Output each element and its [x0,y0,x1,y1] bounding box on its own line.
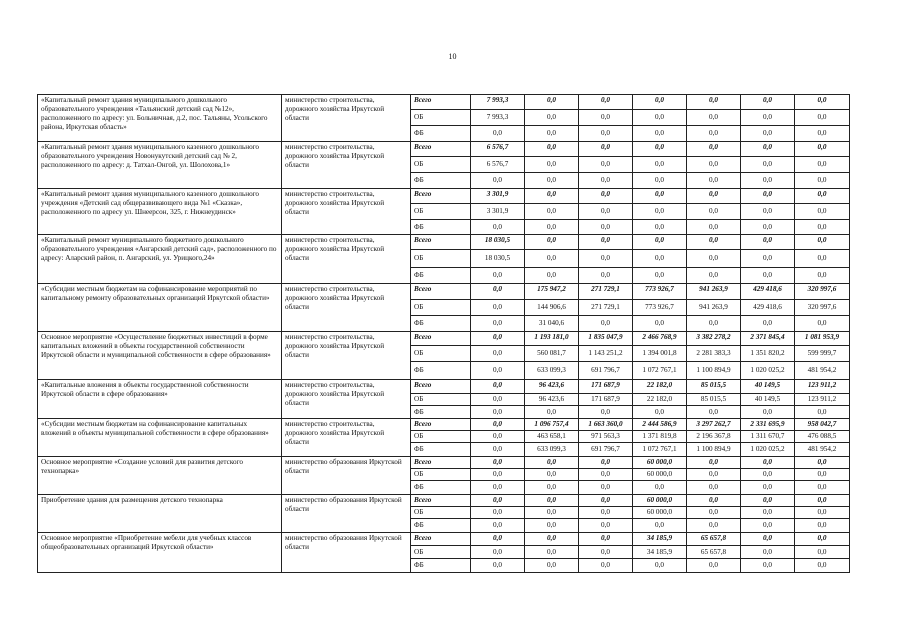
amount-cell: 633 099,3 [525,443,579,457]
table-row [38,457,850,469]
amount-cell: 476 088,5 [795,431,850,443]
funding-source: Всего [411,380,471,394]
amount-cell: 2 371 845,4 [741,332,795,346]
amount-cell: 0,0 [525,457,579,469]
amount-cell: 481 954,2 [795,362,850,380]
executor: министерство строительства, дорожного хозяйства Иркутской области [282,95,411,142]
amount-cell: 3 297 262,7 [687,419,741,431]
amount-cell: 0,0 [687,559,741,573]
amount-cell: 1 663 360,0 [579,419,633,431]
amount-cell: 0,0 [525,519,579,533]
amount-cell: 0,0 [579,495,633,507]
funding-source: ОБ [411,250,471,268]
amount-cell: 481 954,2 [795,443,850,457]
amount-cell: 1 835 047,9 [579,332,633,346]
amount-cell: 0,0 [633,95,687,110]
amount-cell: 3 382 278,2 [687,332,741,346]
amount-cell: 633 099,3 [525,362,579,380]
amount-cell: 1 081 953,9 [795,332,850,346]
amount-cell: 0,0 [633,173,687,189]
amount-cell: 1 394 001,8 [633,346,687,362]
amount-cell: 0,0 [579,533,633,546]
funding-source: ФБ [411,316,471,332]
amount-cell: 0,0 [471,559,525,573]
amount-cell: 2 466 768,9 [633,332,687,346]
amount-cell: 0,0 [525,533,579,546]
amount-cell: 0,0 [471,126,525,142]
amount-cell: 7 993,3 [471,110,525,126]
funding-source: Всего [411,284,471,300]
funding-source: ФБ [411,220,471,235]
amount-cell: 0,0 [471,533,525,546]
amount-cell: 0,0 [579,220,633,235]
funding-source: ФБ [411,559,471,573]
amount-cell: 0,0 [471,495,525,507]
amount-cell: 0,0 [579,157,633,173]
amount-cell: 18 030,5 [471,235,525,250]
amount-cell: 144 906,6 [525,300,579,316]
funding-source: Всего [411,495,471,507]
funding-source: ФБ [411,406,471,419]
amount-cell: 0,0 [795,546,850,559]
amount-cell: 0,0 [579,519,633,533]
amount-cell: 0,0 [525,189,579,204]
amount-cell: 40 149,5 [741,394,795,406]
amount-cell: 0,0 [687,507,741,519]
amount-cell: 0,0 [579,559,633,573]
amount-cell: 0,0 [687,126,741,142]
amount-cell: 60 000,0 [633,469,687,481]
amount-cell: 0,0 [633,250,687,268]
amount-cell: 0,0 [525,268,579,284]
amount-cell: 0,0 [471,419,525,431]
amount-cell: 1 072 767,1 [633,362,687,380]
amount-cell: 0,0 [471,268,525,284]
amount-cell: 0,0 [525,204,579,220]
table-row [38,235,850,250]
amount-cell: 0,0 [741,110,795,126]
amount-cell: 691 796,7 [579,362,633,380]
amount-cell: 1 020 025,2 [741,443,795,457]
budget-table [37,94,850,573]
amount-cell: 0,0 [687,95,741,110]
amount-cell: 0,0 [471,481,525,495]
amount-cell: 34 185,9 [633,533,687,546]
amount-cell: 0,0 [633,406,687,419]
amount-cell: 0,0 [525,220,579,235]
amount-cell: 0,0 [795,157,850,173]
amount-cell: 123 911,2 [795,380,850,394]
table-row [38,284,850,300]
amount-cell: 0,0 [633,220,687,235]
funding-source: ОБ [411,394,471,406]
amount-cell: 0,0 [633,110,687,126]
amount-cell: 0,0 [687,250,741,268]
amount-cell: 0,0 [633,268,687,284]
amount-cell: 0,0 [741,519,795,533]
funding-source: Всего [411,95,471,110]
amount-cell: 0,0 [471,457,525,469]
amount-cell: 429 418,6 [741,284,795,300]
amount-cell: 0,0 [741,220,795,235]
amount-cell: 599 999,7 [795,346,850,362]
amount-cell: 463 658,1 [525,431,579,443]
executor: министерство строительства, дорожного хозяйства Иркутской области [282,284,411,332]
amount-cell: 0,0 [741,126,795,142]
activity-name: Приобретение здания для размещения детского технопарка [38,495,282,533]
activity-name: «Капитальный ремонт здания муниципального казенного дошкольного образовательного учреждения Новонукутский детский сад № 2, расположенного по адресу: д. Татхал-Онгой, ул. Шолохова,1» [38,142,282,189]
amount-cell: 0,0 [471,362,525,380]
amount-cell: 0,0 [687,110,741,126]
amount-cell: 0,0 [687,406,741,419]
amount-cell: 2 444 586,9 [633,419,687,431]
amount-cell: 171 687,9 [579,394,633,406]
amount-cell: 0,0 [471,173,525,189]
amount-cell: 0,0 [471,507,525,519]
amount-cell: 0,0 [525,481,579,495]
amount-cell: 958 042,7 [795,419,850,431]
amount-cell: 0,0 [471,380,525,394]
amount-cell: 0,0 [687,469,741,481]
table-row [38,419,850,431]
amount-cell: 0,0 [795,204,850,220]
amount-cell: 0,0 [741,559,795,573]
table-row [38,95,850,110]
funding-source: ОБ [411,204,471,220]
amount-cell: 0,0 [471,443,525,457]
amount-cell: 3 301,9 [471,204,525,220]
executor: министерство строительства, дорожного хозяйства Иркутской области [282,235,411,284]
funding-source: Всего [411,235,471,250]
funding-source: ФБ [411,481,471,495]
funding-source: Всего [411,142,471,157]
amount-cell: 34 185,9 [633,546,687,559]
amount-cell: 0,0 [741,189,795,204]
amount-cell: 0,0 [795,495,850,507]
amount-cell: 0,0 [525,110,579,126]
table-row [38,142,850,157]
amount-cell: 0,0 [579,406,633,419]
amount-cell: 560 081,7 [525,346,579,362]
amount-cell: 0,0 [471,332,525,346]
activity-name: Основное мероприятие «Создание условий для развития детского технопарка» [38,457,282,495]
amount-cell: 0,0 [795,469,850,481]
amount-cell: 0,0 [741,457,795,469]
amount-cell: 0,0 [633,559,687,573]
funding-source: ФБ [411,126,471,142]
amount-cell: 0,0 [579,268,633,284]
funding-source: ОБ [411,110,471,126]
amount-cell: 2 281 383,3 [687,346,741,362]
amount-cell: 0,0 [633,189,687,204]
activity-name: «Капитальный ремонт здания муниципального казенного дошкольного учреждения «Детский сад общеразвивающего вида №1 «Сказка», расположенного по адресу ул. Шнеерсон, 325, г. Нижнеудинск» [38,189,282,235]
amount-cell: 96 423,6 [525,394,579,406]
amount-cell: 0,0 [633,519,687,533]
activity-name: Основное мероприятие «Приобретение мебели для учебных классов общеобразовательных организаций Иркутской области» [38,533,282,573]
amount-cell: 0,0 [525,250,579,268]
activity-name: «Капитальные вложения в объекты государственной собственности Иркутской области в сфере образования» [38,380,282,419]
amount-cell: 0,0 [795,250,850,268]
executor: министерство строительства, дорожного хозяйства Иркутской области [282,189,411,235]
amount-cell: 0,0 [525,142,579,157]
funding-source: Всего [411,419,471,431]
amount-cell: 0,0 [471,346,525,362]
amount-cell: 0,0 [687,173,741,189]
amount-cell: 0,0 [579,173,633,189]
amount-cell: 773 926,7 [633,300,687,316]
amount-cell: 1 193 181,0 [525,332,579,346]
amount-cell: 0,0 [687,519,741,533]
amount-cell: 0,0 [633,481,687,495]
amount-cell: 0,0 [633,142,687,157]
amount-cell: 7 993,3 [471,95,525,110]
amount-cell: 0,0 [741,495,795,507]
amount-cell: 0,0 [471,300,525,316]
amount-cell: 0,0 [579,481,633,495]
amount-cell: 0,0 [579,316,633,332]
amount-cell: 320 997,6 [795,300,850,316]
amount-cell: 0,0 [525,469,579,481]
amount-cell: 0,0 [471,469,525,481]
amount-cell: 1 072 767,1 [633,443,687,457]
amount-cell: 2 196 367,8 [687,431,741,443]
amount-cell: 0,0 [795,173,850,189]
amount-cell: 0,0 [741,546,795,559]
amount-cell: 691 796,7 [579,443,633,457]
amount-cell: 0,0 [525,173,579,189]
amount-cell: 941 263,9 [687,284,741,300]
amount-cell: 60 000,0 [633,495,687,507]
amount-cell: 0,0 [795,533,850,546]
activity-name: Основное мероприятие «Осуществление бюджетных инвестиций в форме капитальных вложений в объекты государственной собственности Иркутской области и муниципальной собственности в сфере образования» [38,332,282,380]
activity-name: «Капитальный ремонт муниципального бюджетного дошкольного образовательного учреждения «Ангарский детский сад», расположенного по адресу: Аларский район, п. Ангарский, ул. Урицкого,24» [38,235,282,284]
executor: министерство строительства, дорожного хозяйства Иркутской области [282,419,411,457]
executor: министерство образования Иркутской области [282,533,411,573]
amount-cell: 0,0 [795,189,850,204]
funding-source: ФБ [411,362,471,380]
funding-source: ФБ [411,443,471,457]
amount-cell: 0,0 [525,559,579,573]
amount-cell: 0,0 [741,268,795,284]
amount-cell: 0,0 [795,126,850,142]
amount-cell: 0,0 [471,546,525,559]
amount-cell: 0,0 [579,546,633,559]
amount-cell: 0,0 [741,469,795,481]
amount-cell: 0,0 [471,220,525,235]
amount-cell: 941 263,9 [687,300,741,316]
table-row [38,495,850,507]
amount-cell: 1 020 025,2 [741,362,795,380]
table-row [38,189,850,204]
amount-cell: 0,0 [471,406,525,419]
amount-cell: 0,0 [687,142,741,157]
page-number: 10 [448,52,457,61]
amount-cell: 0,0 [579,110,633,126]
amount-cell: 1 100 894,9 [687,362,741,380]
amount-cell: 22 182,0 [633,394,687,406]
amount-cell: 96 423,6 [525,380,579,394]
amount-cell: 0,0 [687,204,741,220]
amount-cell: 65 657,8 [687,546,741,559]
amount-cell: 971 563,3 [579,431,633,443]
amount-cell: 0,0 [687,220,741,235]
amount-cell: 271 729,1 [579,284,633,300]
amount-cell: 3 301,9 [471,189,525,204]
amount-cell: 0,0 [633,235,687,250]
amount-cell: 0,0 [579,142,633,157]
amount-cell: 85 015,5 [687,394,741,406]
amount-cell: 0,0 [795,220,850,235]
amount-cell: 271 729,1 [579,300,633,316]
amount-cell: 0,0 [525,546,579,559]
amount-cell: 31 040,6 [525,316,579,332]
amount-cell: 0,0 [741,142,795,157]
amount-cell: 0,0 [525,157,579,173]
amount-cell: 0,0 [687,481,741,495]
amount-cell: 0,0 [525,495,579,507]
amount-cell: 0,0 [633,157,687,173]
funding-source: ОБ [411,431,471,443]
amount-cell: 0,0 [687,457,741,469]
activity-name: «Субсидии местным бюджетам на софинансирование мероприятий по капитальному ремонту образовательных организаций Иркутской области» [38,284,282,332]
amount-cell: 0,0 [795,507,850,519]
funding-source: ФБ [411,268,471,284]
amount-cell: 0,0 [741,406,795,419]
amount-cell: 6 576,7 [471,142,525,157]
amount-cell: 0,0 [795,268,850,284]
amount-cell: 0,0 [687,268,741,284]
table-row [38,332,850,346]
amount-cell: 1 371 819,8 [633,431,687,443]
amount-cell: 0,0 [795,110,850,126]
funding-source: ОБ [411,157,471,173]
amount-cell: 0,0 [741,204,795,220]
amount-cell: 0,0 [795,235,850,250]
executor: министерство образования Иркутской области [282,495,411,533]
amount-cell: 0,0 [795,559,850,573]
amount-cell: 0,0 [579,469,633,481]
amount-cell: 0,0 [471,394,525,406]
amount-cell: 85 015,5 [687,380,741,394]
amount-cell: 0,0 [579,189,633,204]
amount-cell: 0,0 [525,95,579,110]
amount-cell: 0,0 [741,533,795,546]
amount-cell: 0,0 [741,157,795,173]
executor: министерство строительства, дорожного хозяйства Иркутской области [282,142,411,189]
amount-cell: 0,0 [741,316,795,332]
funding-source: Всего [411,457,471,469]
amount-cell: 18 030,5 [471,250,525,268]
amount-cell: 0,0 [471,316,525,332]
amount-cell: 0,0 [795,481,850,495]
amount-cell: 0,0 [795,316,850,332]
amount-cell: 0,0 [795,142,850,157]
table-row [38,533,850,546]
funding-source: ОБ [411,546,471,559]
table-row [38,380,850,394]
amount-cell: 0,0 [579,235,633,250]
executor: министерство строительства, дорожного хозяйства Иркутской области [282,380,411,419]
amount-cell: 175 947,2 [525,284,579,300]
funding-source: ФБ [411,519,471,533]
amount-cell: 0,0 [579,95,633,110]
amount-cell: 0,0 [741,250,795,268]
amount-cell: 0,0 [471,431,525,443]
amount-cell: 0,0 [579,507,633,519]
amount-cell: 1 143 251,2 [579,346,633,362]
amount-cell: 1 311 670,7 [741,431,795,443]
amount-cell: 1 100 894,9 [687,443,741,457]
amount-cell: 0,0 [525,126,579,142]
executor: министерство образования Иркутской области [282,457,411,495]
amount-cell: 1 351 820,2 [741,346,795,362]
funding-source: Всего [411,533,471,546]
amount-cell: 0,0 [579,126,633,142]
amount-cell: 0,0 [795,519,850,533]
amount-cell: 60 000,0 [633,457,687,469]
executor: министерство строительства, дорожного хозяйства Иркутской области [282,332,411,380]
amount-cell: 0,0 [579,250,633,268]
activity-name: «Субсидии местным бюджетам на софинансирование капитальных вложений в объекты муниципальной собственности в сфере образования» [38,419,282,457]
amount-cell: 0,0 [579,457,633,469]
amount-cell: 0,0 [525,235,579,250]
amount-cell: 171 687,9 [579,380,633,394]
amount-cell: 22 182,0 [633,380,687,394]
amount-cell: 60 000,0 [633,507,687,519]
amount-cell: 6 576,7 [471,157,525,173]
amount-cell: 0,0 [741,235,795,250]
amount-cell: 65 657,8 [687,533,741,546]
funding-source: ФБ [411,173,471,189]
amount-cell: 1 096 757,4 [525,419,579,431]
amount-cell: 40 149,5 [741,380,795,394]
amount-cell: 2 331 695,9 [741,419,795,431]
amount-cell: 0,0 [687,235,741,250]
amount-cell: 429 418,6 [741,300,795,316]
amount-cell: 0,0 [795,406,850,419]
amount-cell: 0,0 [525,406,579,419]
amount-cell: 0,0 [687,157,741,173]
amount-cell: 0,0 [687,316,741,332]
funding-source: ОБ [411,507,471,519]
amount-cell: 0,0 [687,189,741,204]
amount-cell: 0,0 [795,95,850,110]
funding-source: Всего [411,189,471,204]
funding-source: Всего [411,332,471,346]
amount-cell: 0,0 [525,507,579,519]
amount-cell: 0,0 [471,519,525,533]
amount-cell: 0,0 [795,457,850,469]
amount-cell: 0,0 [741,173,795,189]
funding-source: ОБ [411,300,471,316]
amount-cell: 0,0 [741,507,795,519]
amount-cell: 0,0 [471,284,525,300]
amount-cell: 0,0 [633,204,687,220]
amount-cell: 0,0 [633,316,687,332]
amount-cell: 0,0 [741,481,795,495]
amount-cell: 0,0 [687,495,741,507]
funding-source: ОБ [411,469,471,481]
amount-cell: 123 911,2 [795,394,850,406]
amount-cell: 320 997,6 [795,284,850,300]
amount-cell: 0,0 [741,95,795,110]
amount-cell: 0,0 [633,126,687,142]
funding-source: ОБ [411,346,471,362]
amount-cell: 0,0 [579,204,633,220]
amount-cell: 773 926,7 [633,284,687,300]
activity-name: «Капитальный ремонт здания муниципального дошкольного образовательного учреждения «Тальянский детский сад №12», расположенного по адресу: ул. Больничная, д.2, пос. Тальяны, Усольского района, Иркутская область» [38,95,282,142]
